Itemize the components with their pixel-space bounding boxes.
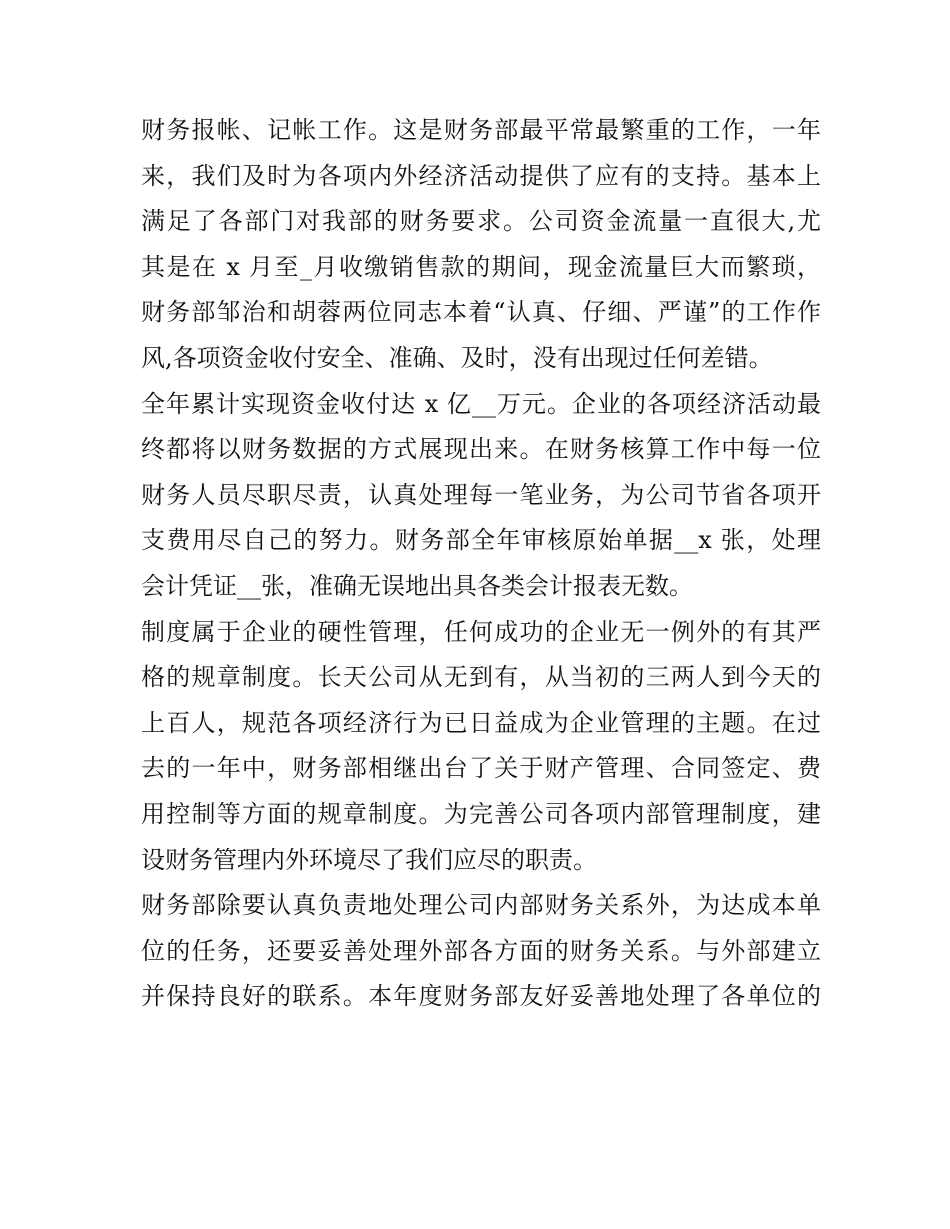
text-line: 满足了各部门对我部的财务要求。公司资金流量一直很大,尤 [141, 207, 821, 236]
text-line: 其是在 x 月至_月收缴销售款的期间，现金流量巨大而繁琐， [141, 252, 821, 281]
text-line: 并保持良好的联系。本年度财务部友好妥善地处理了各单位的 [141, 982, 821, 1011]
text-line: 支费用尽自己的努力。财务部全年审核原始单据__x 张，处理 [141, 526, 821, 555]
text-line: 会计凭证__张，准确无误地出具各类会计报表无数。 [141, 571, 693, 600]
text-line: 财务报帐、记帐工作。这是财务部最平常最繁重的工作，一年 [141, 116, 821, 144]
text-line: 全年累计实现资金收付达 x 亿__万元。企业的各项经济活动最 [141, 389, 821, 418]
body-text [141, 108, 821, 1020]
text-line: 财务部除要认真负责地处理公司内部财务关系外，为达成本单 [141, 891, 821, 920]
text-line: 终都将以财务数据的方式展现出来。在财务核算工作中每一位 [141, 435, 821, 464]
text-line: 用控制等方面的规章制度。为完善公司各项内部管理制度，建 [141, 799, 821, 828]
text-line: 位的任务，还要妥善处理外部各方面的财务关系。与外部建立 [141, 936, 821, 965]
text-line: 财务部邹治和胡蓉两位同志本着“认真、仔细、严谨”的工作作 [141, 298, 821, 327]
text-line: 去的一年中，财务部相继出台了关于财产管理、合同签定、费 [141, 754, 821, 783]
text-line: 上百人，规范各项经济行为已日益成为企业管理的主题。在过 [141, 708, 821, 737]
text-line: 风,各项资金收付安全、准确、及时，没有出现过任何差错。 [141, 343, 773, 372]
text-line: 格的规章制度。长天公司从无到有，从当初的三两人到今天的 [141, 663, 821, 692]
text-line: 制度属于企业的硬性管理，任何成功的企业无一例外的有其严 [141, 617, 821, 646]
text-line: 财务人员尽职尽责，认真处理每一笔业务，为公司节省各项开 [141, 480, 821, 509]
text-line: 设财务管理内外环境尽了我们应尽的职责。 [141, 845, 597, 874]
text-line: 来，我们及时为各项内外经济活动提供了应有的支持。基本上 [141, 161, 821, 190]
